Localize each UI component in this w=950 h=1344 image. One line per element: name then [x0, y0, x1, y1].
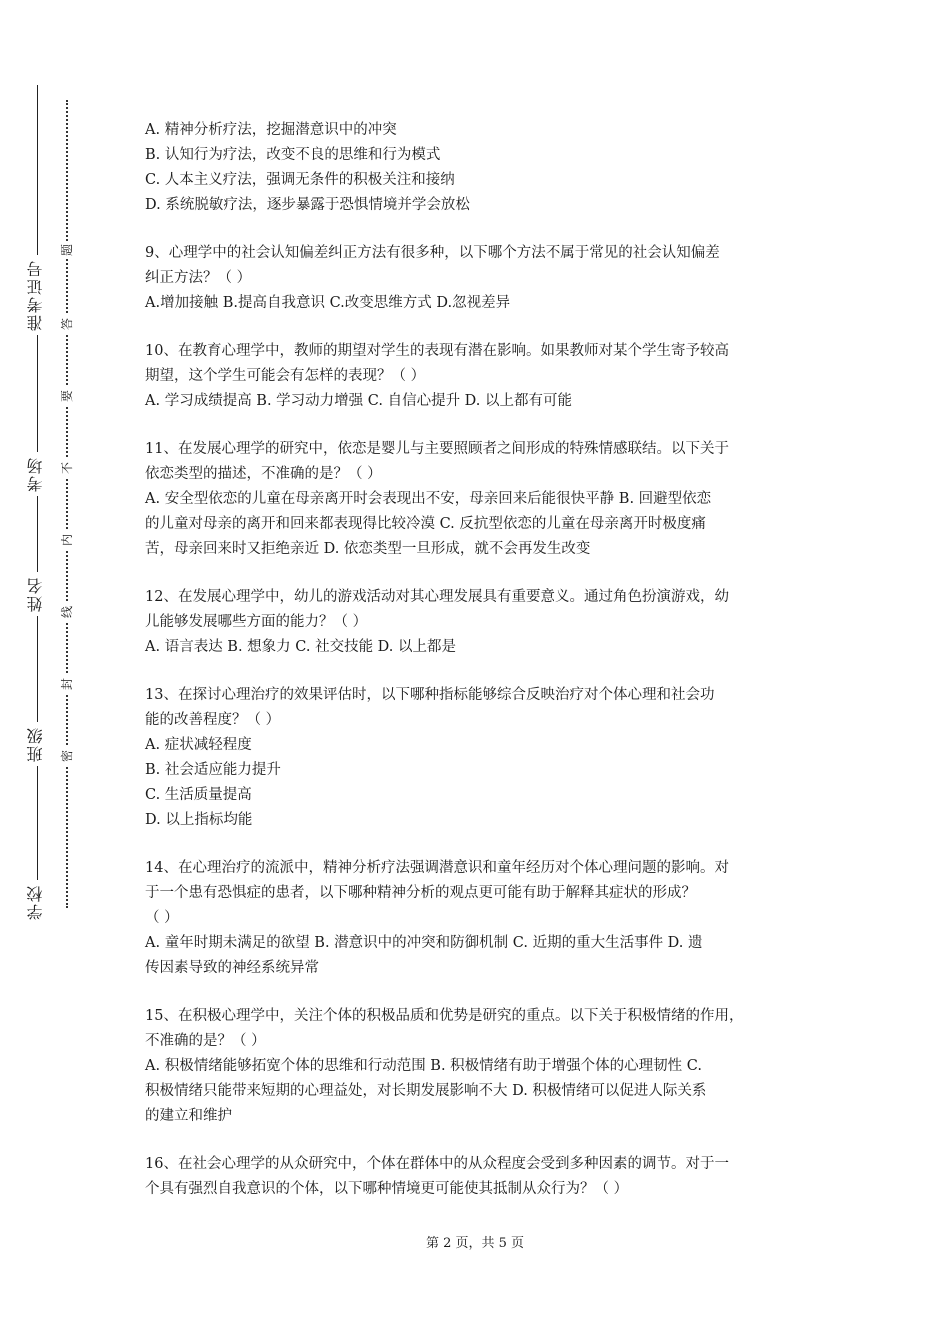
name-label: 姓名	[24, 572, 52, 616]
question-8-options	[145, 118, 810, 218]
question-13	[145, 683, 810, 833]
option-line: A. 精神分析疗法，挖掘潜意识中的冲突	[145, 122, 397, 138]
page-number: 第 2 页，共 5 页	[425, 1236, 525, 1251]
exam-room-label: 考场	[24, 452, 52, 496]
option-line: C. 生活质量提高	[145, 787, 252, 803]
seal-char: 内	[59, 531, 75, 549]
option-line: A. 童年时期未满足的欲望 B. 潜意识中的冲突和防御机制 C. 近期的重大生活事件 D. 遗	[145, 935, 703, 951]
seal-char: 不	[59, 459, 75, 477]
seal-char: 答	[59, 315, 75, 333]
option-line: A. 安全型依恋的儿童在母亲离开时会表现出不安，母亲回来后能很快平静 B. 回避型依恋	[145, 491, 712, 507]
option-line: B. 认知行为疗法，改变不良的思维和行为模式	[145, 147, 441, 163]
question-line: 纠正方法？（ ）	[145, 270, 252, 286]
question-line: 15、在积极心理学中，关注个体的积极品质和优势是研究的重点。以下关于积极情绪的作用，	[145, 1008, 744, 1024]
seal-char: 封	[59, 675, 75, 693]
seal-char: 线	[59, 603, 75, 621]
question-line: 个具有强烈自我意识的个体，以下哪种情境更可能使其抵制从众行为？（ ）	[145, 1181, 629, 1197]
question-line: （ ）	[145, 910, 179, 926]
question-11	[145, 437, 810, 562]
option-line: A. 症状减轻程度	[145, 737, 252, 753]
question-line: 依恋类型的描述，不准确的是？（ ）	[145, 466, 382, 482]
option-line: B. 社会适应能力提升	[145, 762, 281, 778]
seal-char: 要	[59, 387, 75, 405]
option-line: D. 系统脱敏疗法，逐步暴露于恐惧情境并学会放松	[145, 197, 470, 213]
question-line: 12、在发展心理学中，幼儿的游戏活动对其心理发展具有重要意义。通过角色扮演游戏，幼	[145, 589, 729, 605]
question-line: 9、心理学中的社会认知偏差纠正方法有很多种，以下哪个方法不属于常见的社会认知偏差	[145, 245, 720, 261]
option-line: 的儿童对母亲的离开和回来都表现得比较冷漠 C. 反抗型依恋的儿童在母亲离开时极度痛	[145, 516, 706, 532]
option-line: D. 以上指标均能	[145, 812, 253, 828]
question-line: 16、在社会心理学的从众研究中，个体在群体中的从众程度会受到多种因素的调节。对于一	[145, 1156, 729, 1172]
question-12	[145, 585, 810, 660]
question-16	[145, 1152, 810, 1202]
question-line: 不准确的是？（ ）	[145, 1033, 266, 1049]
question-10	[145, 339, 810, 414]
seal-dotted-line	[66, 100, 68, 908]
question-line: 10、在教育心理学中，教师的期望对学生的表现有潜在影响。如果教师对某个学生寄予较高	[145, 343, 729, 359]
question-line: 14、在心理治疗的流派中，精神分析疗法强调潜意识和童年经历对个体心理问题的影响。对	[145, 860, 729, 876]
option-line: 苦，母亲回来时又拒绝亲近 D. 依恋类型一旦形成，就不会再发生改变	[145, 541, 591, 557]
option-line: 传因素导致的神经系统异常	[145, 960, 319, 976]
question-14	[145, 856, 810, 981]
option-line: A. 积极情绪能够拓宽个体的思维和行动范围 B. 积极情绪有助于增强个体的心理韧性 C.	[145, 1058, 702, 1074]
seal-char: 密	[59, 747, 75, 765]
question-line: 13、在探讨心理治疗的效果评估时，以下哪种指标能够综合反映治疗对个体心理和社会功	[145, 687, 715, 703]
option-line: A. 学习成绩提高 B. 学习动力增强 C. 自信心提升 D. 以上都有可能	[145, 393, 573, 409]
question-line: 儿能够发展哪些方面的能力？（ ）	[145, 614, 368, 630]
question-line: 11、在发展心理学的研究中，依恋是婴儿与主要照顾者之间形成的特殊情感联结。以下关于	[145, 441, 729, 457]
option-line: 的建立和维护	[145, 1108, 232, 1124]
school-label: 学校	[24, 880, 52, 924]
option-line: C. 人本主义疗法，强调无条件的积极关注和接纳	[145, 172, 455, 188]
binding-solid-line	[37, 85, 38, 913]
question-line: 期望，这个学生可能会有怎样的表现？（ ）	[145, 368, 426, 384]
binding-margin	[0, 0, 90, 1344]
exam-number-label: 准考证号	[24, 255, 52, 335]
question-line: 于一个患有恐惧症的患者，以下哪种精神分析的观点更可能有助于解释其症状的形成？	[145, 885, 696, 901]
question-9	[145, 241, 810, 316]
option-line: 积极情绪只能带来短期的心理益处，对长期发展影响不大 D. 积极情绪可以促进人际关系	[145, 1083, 707, 1099]
option-line: A. 语言表达 B. 想象力 C. 社交技能 D. 以上都是	[145, 639, 457, 655]
question-list	[145, 118, 810, 1225]
seal-char: 题	[59, 241, 75, 259]
option-line: A.增加接触 B.提高自我意识 C.改变思维方式 D.忽视差异	[145, 295, 511, 311]
class-label: 班级	[24, 722, 52, 766]
question-line: 能的改善程度？（ ）	[145, 712, 281, 728]
question-15	[145, 1004, 810, 1129]
